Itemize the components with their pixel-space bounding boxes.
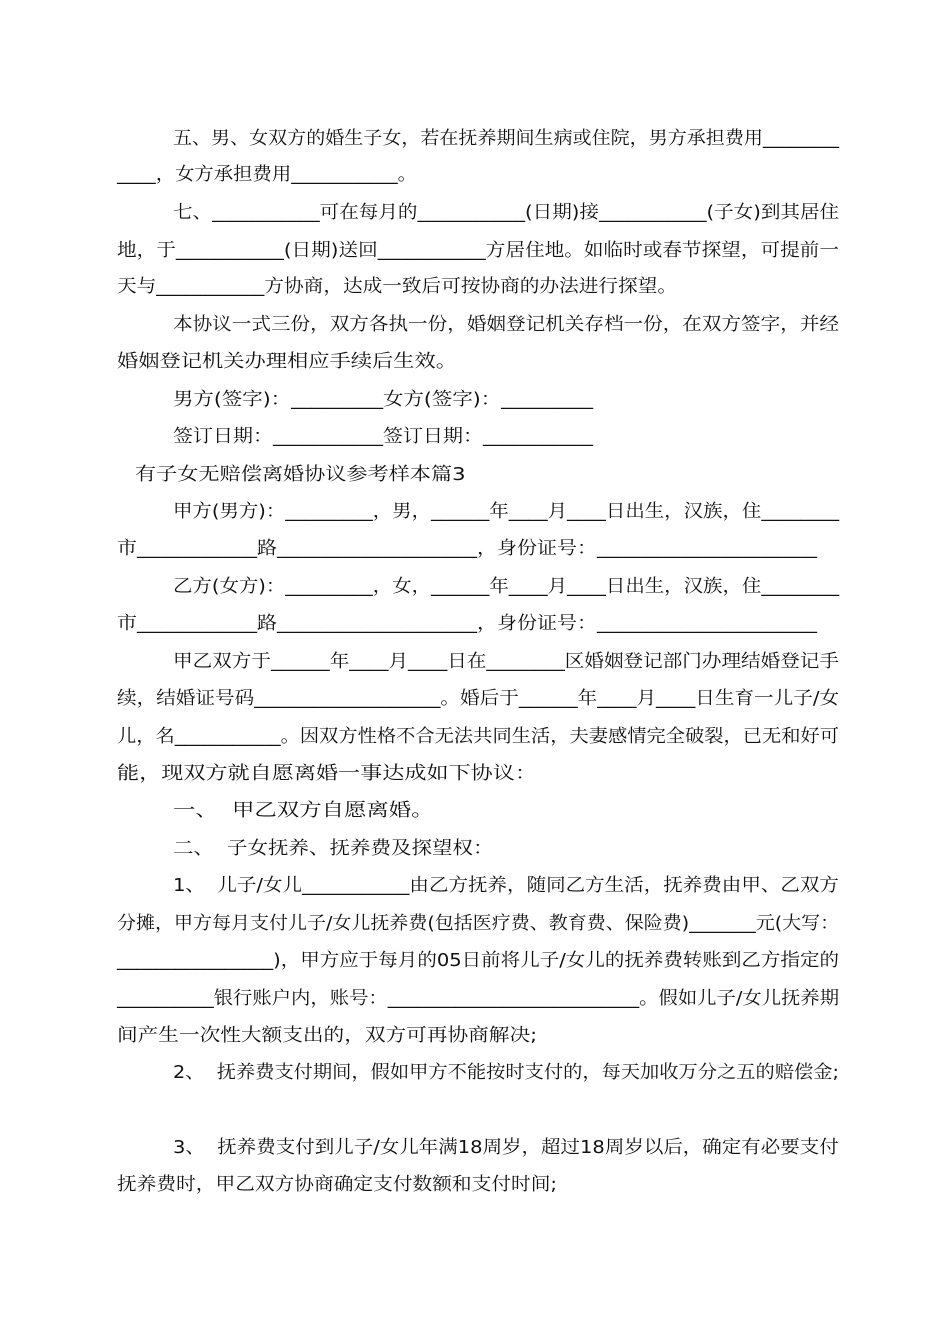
marriage-paragraph-line-1: 甲乙双方于______年____月____日在________区婚姻登记部门办理结婚登记手 xyxy=(173,651,839,672)
item-2: 2、 抚养费支付期间，假如甲方不能按时支付的，每天加收万分之五的赔偿金; xyxy=(173,1062,839,1083)
item-3-line-2: 抚养费时，甲乙双方协商确定支付数额和支付时间; xyxy=(117,1174,558,1195)
party-a-line-1: 甲方(男方)：_________，男，______年____月____日出生，汉族，住________ xyxy=(173,501,840,522)
effect-clause-line-2: 婚姻登记机关办理相应手续后生效。 xyxy=(117,351,457,372)
marriage-paragraph-line-4: 能，现双方就自愿离婚一事达成如下协议： xyxy=(117,763,537,784)
item-1-line-3: ________________)，甲方应于每月的05日前将儿子/女儿的抚养费转账到乙方指定的 xyxy=(117,950,839,971)
section-heading: 有子女无赔偿离婚协议参考样本篇3 xyxy=(135,464,466,485)
item-1-line-5: 间产生一次性大额支出的，双方可再协商解决; xyxy=(117,1025,538,1046)
item-1-line-4: __________银行账户内，账号：__________________________。假如儿子/女儿抚养期 xyxy=(117,988,840,1009)
clause-5-line-1: 五、男、女双方的婚生子女，若在抚养期间生病或住院，男方承担费用________ xyxy=(173,128,839,149)
party-b-line-2: 市____________路____________________，身份证号：______________________ xyxy=(117,613,818,634)
article-1: 一、 甲乙双方自愿离婚。 xyxy=(173,800,434,821)
signature-line: 男方(签字)：_________女方(签字)：_________ xyxy=(173,389,594,410)
signing-date-line: 签订日期：___________签订日期：___________ xyxy=(173,426,593,447)
clause-5-line-2: ____，女方承担费用___________。 xyxy=(117,164,417,185)
effect-clause-line-1: 本协议一式三份，双方各执一份，婚姻登记机关存档一份，在双方签字，并经 xyxy=(173,314,839,335)
clause-7-line-1: 七、___________可在每月的___________(日期)接___________(子女)到其居住 xyxy=(173,202,840,223)
party-b-line-1: 乙方(女方)：_________，女，______年____月____日出生，汉族，住________ xyxy=(173,576,840,597)
clause-7-line-3: 天与___________方协商，达成一致后可按协商的办法进行探望。 xyxy=(117,276,677,297)
article-2: 二、 子女抚养、抚养费及探望权： xyxy=(173,838,494,859)
clause-7-line-2: 地，于___________(日期)送回___________方居住地。如临时或春节探望，可提前一 xyxy=(117,240,840,261)
item-1-line-2: 分摊，甲方每月支付儿子/女儿抚养费(包括医疗费、教育费、保险费)_______元(大写： xyxy=(117,913,840,934)
item-1-line-1: 1、 儿子/女儿___________由乙方抚养，随同乙方生活，抚养费由甲、乙双方 xyxy=(173,875,839,896)
marriage-paragraph-line-2: 续，结婚证号码___________________。婚后于______年____月____日生育一儿子/女 xyxy=(117,688,840,709)
marriage-paragraph-line-3: 儿，名___________。因双方性格不合无法共同生活，夫妻感情完全破裂，已无和好可 xyxy=(117,726,839,747)
party-a-line-2: 市____________路____________________，身份证号：______________________ xyxy=(117,538,818,559)
item-3-line-1: 3、 抚养费支付到儿子/女儿年满18周岁，超过18周岁以后，确定有必要支付 xyxy=(173,1137,839,1158)
